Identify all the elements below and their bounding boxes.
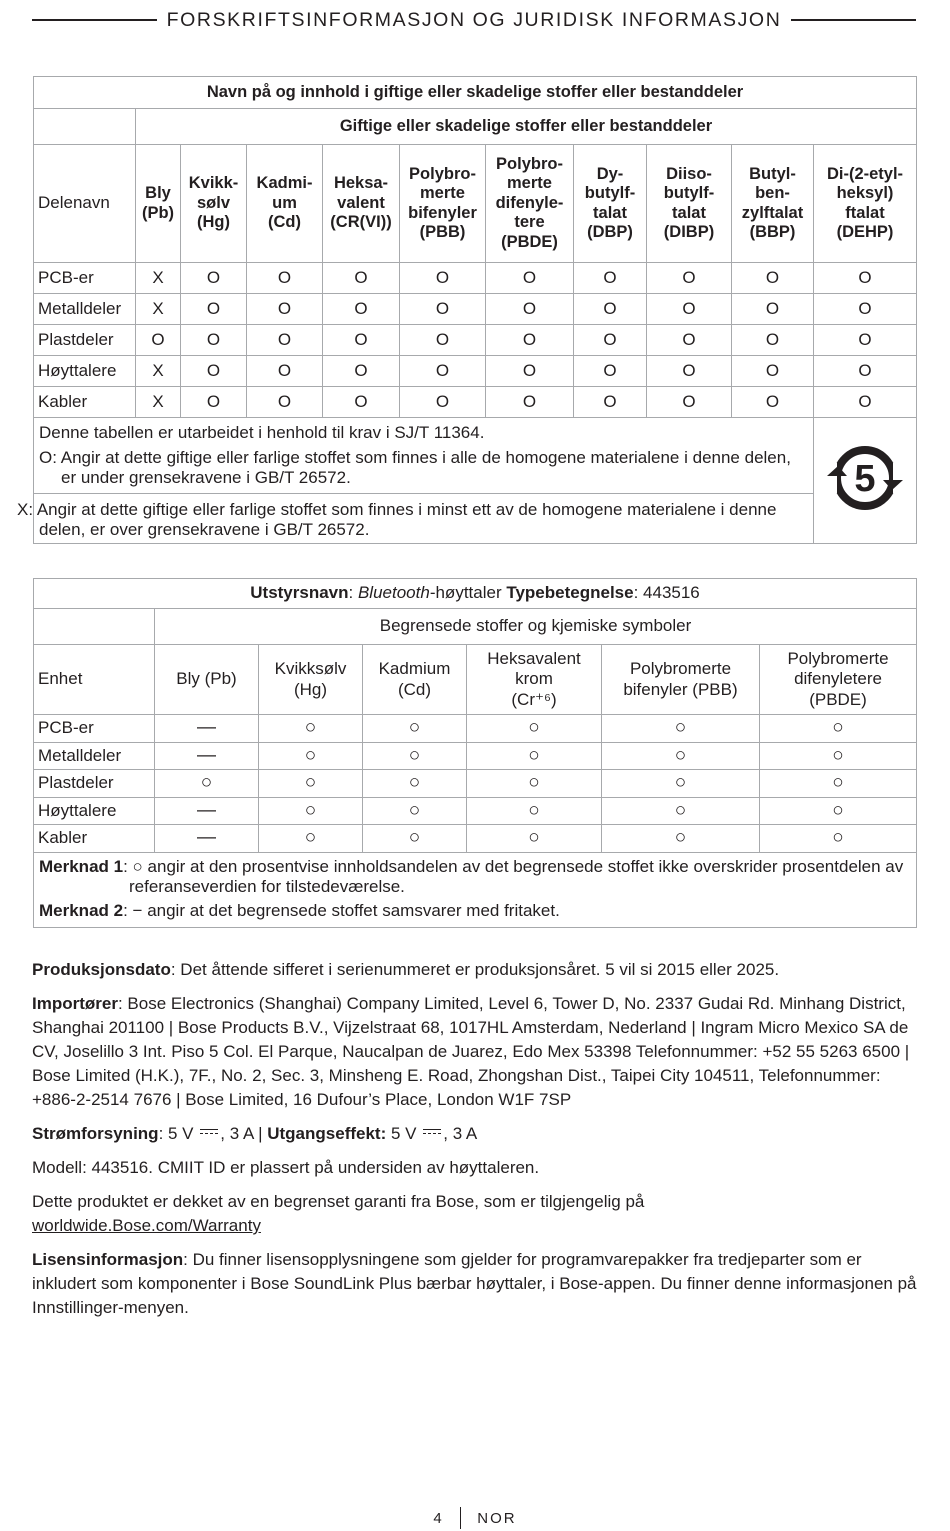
substance-mark: ○ <box>832 799 844 821</box>
table2-empty-cell <box>34 609 155 645</box>
row-part-name: Høyttalere <box>34 797 155 825</box>
substance-cell: O <box>247 263 323 294</box>
substance-mark: ○ <box>674 717 687 739</box>
substance-mark: ○ <box>528 799 540 821</box>
table-row <box>34 715 917 743</box>
substance-cell <box>363 797 467 825</box>
type-value: 443516 <box>643 583 700 603</box>
substance-cell <box>467 797 602 825</box>
substance-cell <box>467 742 602 770</box>
substance-mark: — <box>197 827 216 849</box>
table-row <box>34 797 917 825</box>
note2-label: Merknad 2 <box>39 900 124 920</box>
power-prefix: : 5 V <box>158 1124 194 1143</box>
table2-column-header: Kvikksølv (Hg) <box>259 645 363 715</box>
page-number: 4 <box>433 1509 444 1527</box>
substance-cell <box>363 742 467 770</box>
row-part-name: Høyttalere <box>34 356 136 387</box>
substance-mark: ○ <box>832 717 844 739</box>
dc-symbol-icon <box>423 1128 441 1137</box>
license-paragraph <box>32 1248 918 1320</box>
table-row <box>34 770 917 798</box>
table2-title: Utstyrsnavn: Bluetooth-høyttaler Typebetegnelse: 443516 <box>34 579 917 609</box>
equipment-name-italic: Bluetooth <box>357 583 430 603</box>
table1-standard-note: Denne tabellen er utarbeidet i henhold til krav i SJ/T 11364. <box>39 423 485 442</box>
substance-cell: O <box>323 356 400 387</box>
substance-cell: O <box>647 356 732 387</box>
table-row <box>34 294 917 325</box>
substance-cell: O <box>181 263 247 294</box>
substance-cell <box>602 770 760 798</box>
table1-column-header: Diiso- butylf- talat (DIBP) <box>647 145 732 263</box>
hazardous-substances-table <box>17 76 917 544</box>
substance-cell: O <box>181 325 247 356</box>
substance-cell: X <box>136 387 181 418</box>
substance-cell <box>760 715 917 743</box>
substance-cell: O <box>814 294 917 325</box>
substance-cell <box>363 715 467 743</box>
substance-cell <box>155 715 259 743</box>
substance-mark: ○ <box>304 717 317 739</box>
equipment-name-rest: -høyttaler <box>429 583 502 603</box>
row-part-name: Plastdeler <box>34 325 136 356</box>
substance-cell: O <box>247 356 323 387</box>
substance-cell <box>259 797 363 825</box>
substance-cell <box>155 825 259 853</box>
substance-mark: ○ <box>528 772 540 794</box>
substance-mark: ○ <box>674 744 687 766</box>
row-part-name: Kabler <box>34 825 155 853</box>
substance-cell: O <box>486 263 574 294</box>
epup-logo-cell <box>814 418 917 544</box>
substance-cell: O <box>247 325 323 356</box>
substance-cell: O <box>486 387 574 418</box>
note1-text: : ○ angir at den prosentvise innholdsandelen av det begrensede stoffet ikke overskrider prosentdelen av referanseverdien for tilstedeværelse. <box>123 856 904 896</box>
note1-label: Merknad 1 <box>39 856 124 876</box>
type-label: Typebetegnelse <box>506 583 634 603</box>
substance-cell <box>760 770 917 798</box>
table1-column-header: Kadmi- um (Cd) <box>247 145 323 263</box>
substance-mark: ○ <box>674 827 687 849</box>
restricted-substances-table <box>33 578 917 928</box>
warranty-text: Dette produktet er dekket av en begrenset garanti fra Bose, som er tilgjengelig på <box>32 1192 645 1211</box>
substance-cell: O <box>181 356 247 387</box>
substance-cell <box>363 770 467 798</box>
substance-mark: ○ <box>304 744 317 766</box>
substance-mark: ○ <box>832 772 844 794</box>
substance-cell: X <box>136 263 181 294</box>
substance-cell: X <box>136 356 181 387</box>
table-row <box>34 263 917 294</box>
row-part-name: PCB-er <box>34 715 155 743</box>
importers-text: : Bose Electronics (Shanghai) Company Limited, Level 6, Tower D, No. 2337 Gudai Rd. Minhang District, Shanghai 201100 | Bose Products B.V., Vijzelstraat 68, 1017HL Amsterdam, Nederland | Ingram Micro Mexico SA de CV, Joselillo 3 Int. Piso 5 Col. El Parque, Naucalpan de Juarez, Edo Mex 53398 Telefonnummer: +52 55 5263 6500 | Bose Limited (H.K.), 7F., No. 2, Sec. 3, Minsheng E. Road, Zhongshan Dist., Taipei City 104511, Telefonnummer: +886-2-2514 7676 | Bose Limited, 16 Dufour’s Place, London W1F 7SP <box>32 994 910 1109</box>
table2-note1 <box>39 857 911 897</box>
substance-cell: O <box>732 387 814 418</box>
substance-mark: ○ <box>674 799 687 821</box>
substance-cell: O <box>486 294 574 325</box>
substance-mark: ○ <box>674 772 687 794</box>
table1-x-note: X: Angir at dette giftige eller farlige stoffet som finnes i minst ett av de homogene materialene i denne delen, er over grensekravene i GB/T 26572. <box>34 493 813 540</box>
output-prefix: 5 V <box>390 1124 417 1143</box>
substance-mark: ○ <box>528 744 540 766</box>
substance-cell: O <box>647 387 732 418</box>
substance-cell: O <box>732 325 814 356</box>
substance-cell: O <box>400 356 486 387</box>
substance-cell <box>155 797 259 825</box>
substance-cell: O <box>486 325 574 356</box>
substance-cell <box>467 770 602 798</box>
substance-cell: O <box>181 294 247 325</box>
environment-protection-use-period-icon <box>824 441 906 515</box>
substance-mark: ○ <box>304 772 317 794</box>
epup-logo-number: 5 <box>854 458 876 501</box>
table1-part-label: Delenavn <box>34 145 136 263</box>
table2-notes <box>34 852 917 927</box>
substance-mark: ○ <box>528 717 540 739</box>
warranty-link[interactable]: worldwide.Bose.com/Warranty <box>32 1216 261 1235</box>
substance-mark: ○ <box>304 827 317 849</box>
substance-cell <box>467 825 602 853</box>
header-rule-right <box>791 19 916 21</box>
substance-cell <box>760 797 917 825</box>
table2-unit-label: Enhet <box>34 645 155 715</box>
equipment-label: Utstyrsnavn <box>250 583 349 603</box>
power-paragraph <box>32 1122 918 1146</box>
substance-mark: ○ <box>408 827 421 849</box>
table-row <box>34 387 917 418</box>
license-label: Lisensinformasjon <box>32 1250 184 1269</box>
table1-subtitle: Giftige eller skadelige stoffer eller bestanddeler <box>136 109 917 145</box>
table1-column-header: Polybro- merte bifenyler (PBB) <box>400 145 486 263</box>
substance-cell <box>259 715 363 743</box>
substance-cell: O <box>323 325 400 356</box>
substance-cell: O <box>400 325 486 356</box>
substance-cell: O <box>400 294 486 325</box>
importers-label: Importører <box>32 994 118 1013</box>
row-part-name: Kabler <box>34 387 136 418</box>
substance-mark: ○ <box>408 744 421 766</box>
substance-cell: O <box>247 294 323 325</box>
substance-cell: O <box>647 294 732 325</box>
table1-column-header: Dy- butylf- talat (DBP) <box>574 145 647 263</box>
table1-o-note: O: Angir at dette giftige eller farlige stoffet som finnes i alle de homogene materialene i denne delen, er under grensekravene i GB/T 26572. <box>39 448 791 488</box>
dc-symbol-icon <box>200 1128 218 1137</box>
substance-cell: X <box>136 294 181 325</box>
substance-cell <box>602 797 760 825</box>
substance-cell: O <box>247 387 323 418</box>
row-part-name: Metalldeler <box>34 294 136 325</box>
production-date-paragraph <box>32 958 918 982</box>
substance-mark: ○ <box>408 717 421 739</box>
substance-cell: O <box>323 387 400 418</box>
substance-cell <box>602 715 760 743</box>
importers-paragraph <box>32 992 918 1112</box>
substance-cell: O <box>732 263 814 294</box>
substance-cell: O <box>647 263 732 294</box>
table1-column-header: Kvikk- sølv (Hg) <box>181 145 247 263</box>
substance-cell <box>259 825 363 853</box>
substance-cell: O <box>574 263 647 294</box>
table1-column-header: Polybro- merte difenyle- tere (PBDE) <box>486 145 574 263</box>
substance-cell <box>602 742 760 770</box>
page-header <box>32 6 916 34</box>
table-row <box>34 325 917 356</box>
substance-cell: O <box>574 325 647 356</box>
substance-mark: ○ <box>832 827 844 849</box>
note2-text: : − angir at det begrensede stoffet samsvarer med fritaket. <box>123 900 560 920</box>
header-rule-left <box>32 19 157 21</box>
substance-cell: O <box>732 294 814 325</box>
row-part-name: Metalldeler <box>34 742 155 770</box>
substance-cell <box>363 825 467 853</box>
table1-empty-cell <box>34 109 136 145</box>
footer-separator <box>460 1507 462 1529</box>
table2-column-header: Kadmium (Cd) <box>363 645 467 715</box>
warranty-paragraph <box>32 1190 918 1238</box>
table-row <box>34 742 917 770</box>
substance-mark: ○ <box>528 827 540 849</box>
production-text: : Det åttende sifferet i serienummeret er produksjonsåret. 5 vil si 2015 eller 2025. <box>170 960 780 979</box>
row-part-name: PCB-er <box>34 263 136 294</box>
production-label: Produksjonsdato <box>32 960 171 979</box>
substance-cell: O <box>323 294 400 325</box>
table2-column-header: Polybromerte bifenyler (PBB) <box>602 645 760 715</box>
substance-cell <box>155 742 259 770</box>
output-suffix: , 3 A <box>443 1124 478 1143</box>
substance-mark: ○ <box>304 799 317 821</box>
substance-mark: ○ <box>408 772 421 794</box>
table-row <box>34 356 917 387</box>
substance-cell: O <box>814 325 917 356</box>
legal-info-section <box>32 958 918 1330</box>
substance-cell <box>259 742 363 770</box>
substance-cell <box>155 770 259 798</box>
substance-cell <box>760 742 917 770</box>
table1-column-header: Heksa- valent (CR(VI)) <box>323 145 400 263</box>
substance-cell: O <box>574 294 647 325</box>
table1-column-header: Butyl- ben- zylftalat (BBP) <box>732 145 814 263</box>
substance-mark: — <box>197 744 216 766</box>
output-label: Utgangseffekt: <box>267 1124 387 1143</box>
row-part-name: Plastdeler <box>34 770 155 798</box>
power-label: Strømforsyning <box>32 1124 159 1143</box>
substance-cell <box>602 825 760 853</box>
substance-cell: O <box>814 263 917 294</box>
substance-cell <box>467 715 602 743</box>
model-paragraph: Modell: 443516. CMIIT ID er plassert på undersiden av høyttaleren. <box>32 1158 540 1177</box>
substance-cell: O <box>574 387 647 418</box>
table-row <box>34 825 917 853</box>
substance-cell: O <box>814 387 917 418</box>
substance-mark: ○ <box>200 772 213 794</box>
substance-cell: O <box>323 263 400 294</box>
substance-cell: O <box>400 263 486 294</box>
table2-subtitle: Begrensede stoffer og kjemiske symboler <box>155 609 917 645</box>
language-code: NOR <box>477 1509 517 1527</box>
substance-cell <box>259 770 363 798</box>
table2-note2 <box>39 901 911 921</box>
table2-column-header: Bly (Pb) <box>155 645 259 715</box>
table1-column-header: Bly (Pb) <box>136 145 181 263</box>
substance-cell: O <box>574 356 647 387</box>
page-footer <box>0 1504 950 1531</box>
substance-cell: O <box>486 356 574 387</box>
substance-cell: O <box>732 356 814 387</box>
license-text: : Du finner lisensopplysningene som gjelder for programvarepakker fra tredjeparter som er inkludert som komponenter i Bose SoundLink Plus bærbar høyttaler, i Bose-appen. Du finner denne informasjonen på Innstillinger-menyen. <box>32 1250 917 1317</box>
power-suffix: , 3 A | <box>220 1124 263 1143</box>
substance-cell: O <box>814 356 917 387</box>
substance-cell: O <box>136 325 181 356</box>
table1-notes <box>17 418 814 544</box>
table2-column-header: Heksavalent krom (Cr⁺⁶) <box>467 645 602 715</box>
substance-mark: — <box>197 799 216 821</box>
table1-column-header: Di-(2-etyl- heksyl) ftalat (DEHP) <box>814 145 917 263</box>
table1-title: Navn på og innhold i giftige eller skadelige stoffer eller bestanddeler <box>34 77 917 109</box>
substance-cell: O <box>181 387 247 418</box>
substance-mark: ○ <box>408 799 421 821</box>
substance-cell: O <box>647 325 732 356</box>
table2-column-header: Polybromerte difenyletere (PBDE) <box>760 645 917 715</box>
substance-cell <box>760 825 917 853</box>
substance-mark: ○ <box>832 744 844 766</box>
substance-cell: O <box>400 387 486 418</box>
substance-mark: — <box>197 717 216 739</box>
page-title: FORSKRIFTSINFORMASJON OG JURIDISK INFORMASJON <box>166 8 782 31</box>
